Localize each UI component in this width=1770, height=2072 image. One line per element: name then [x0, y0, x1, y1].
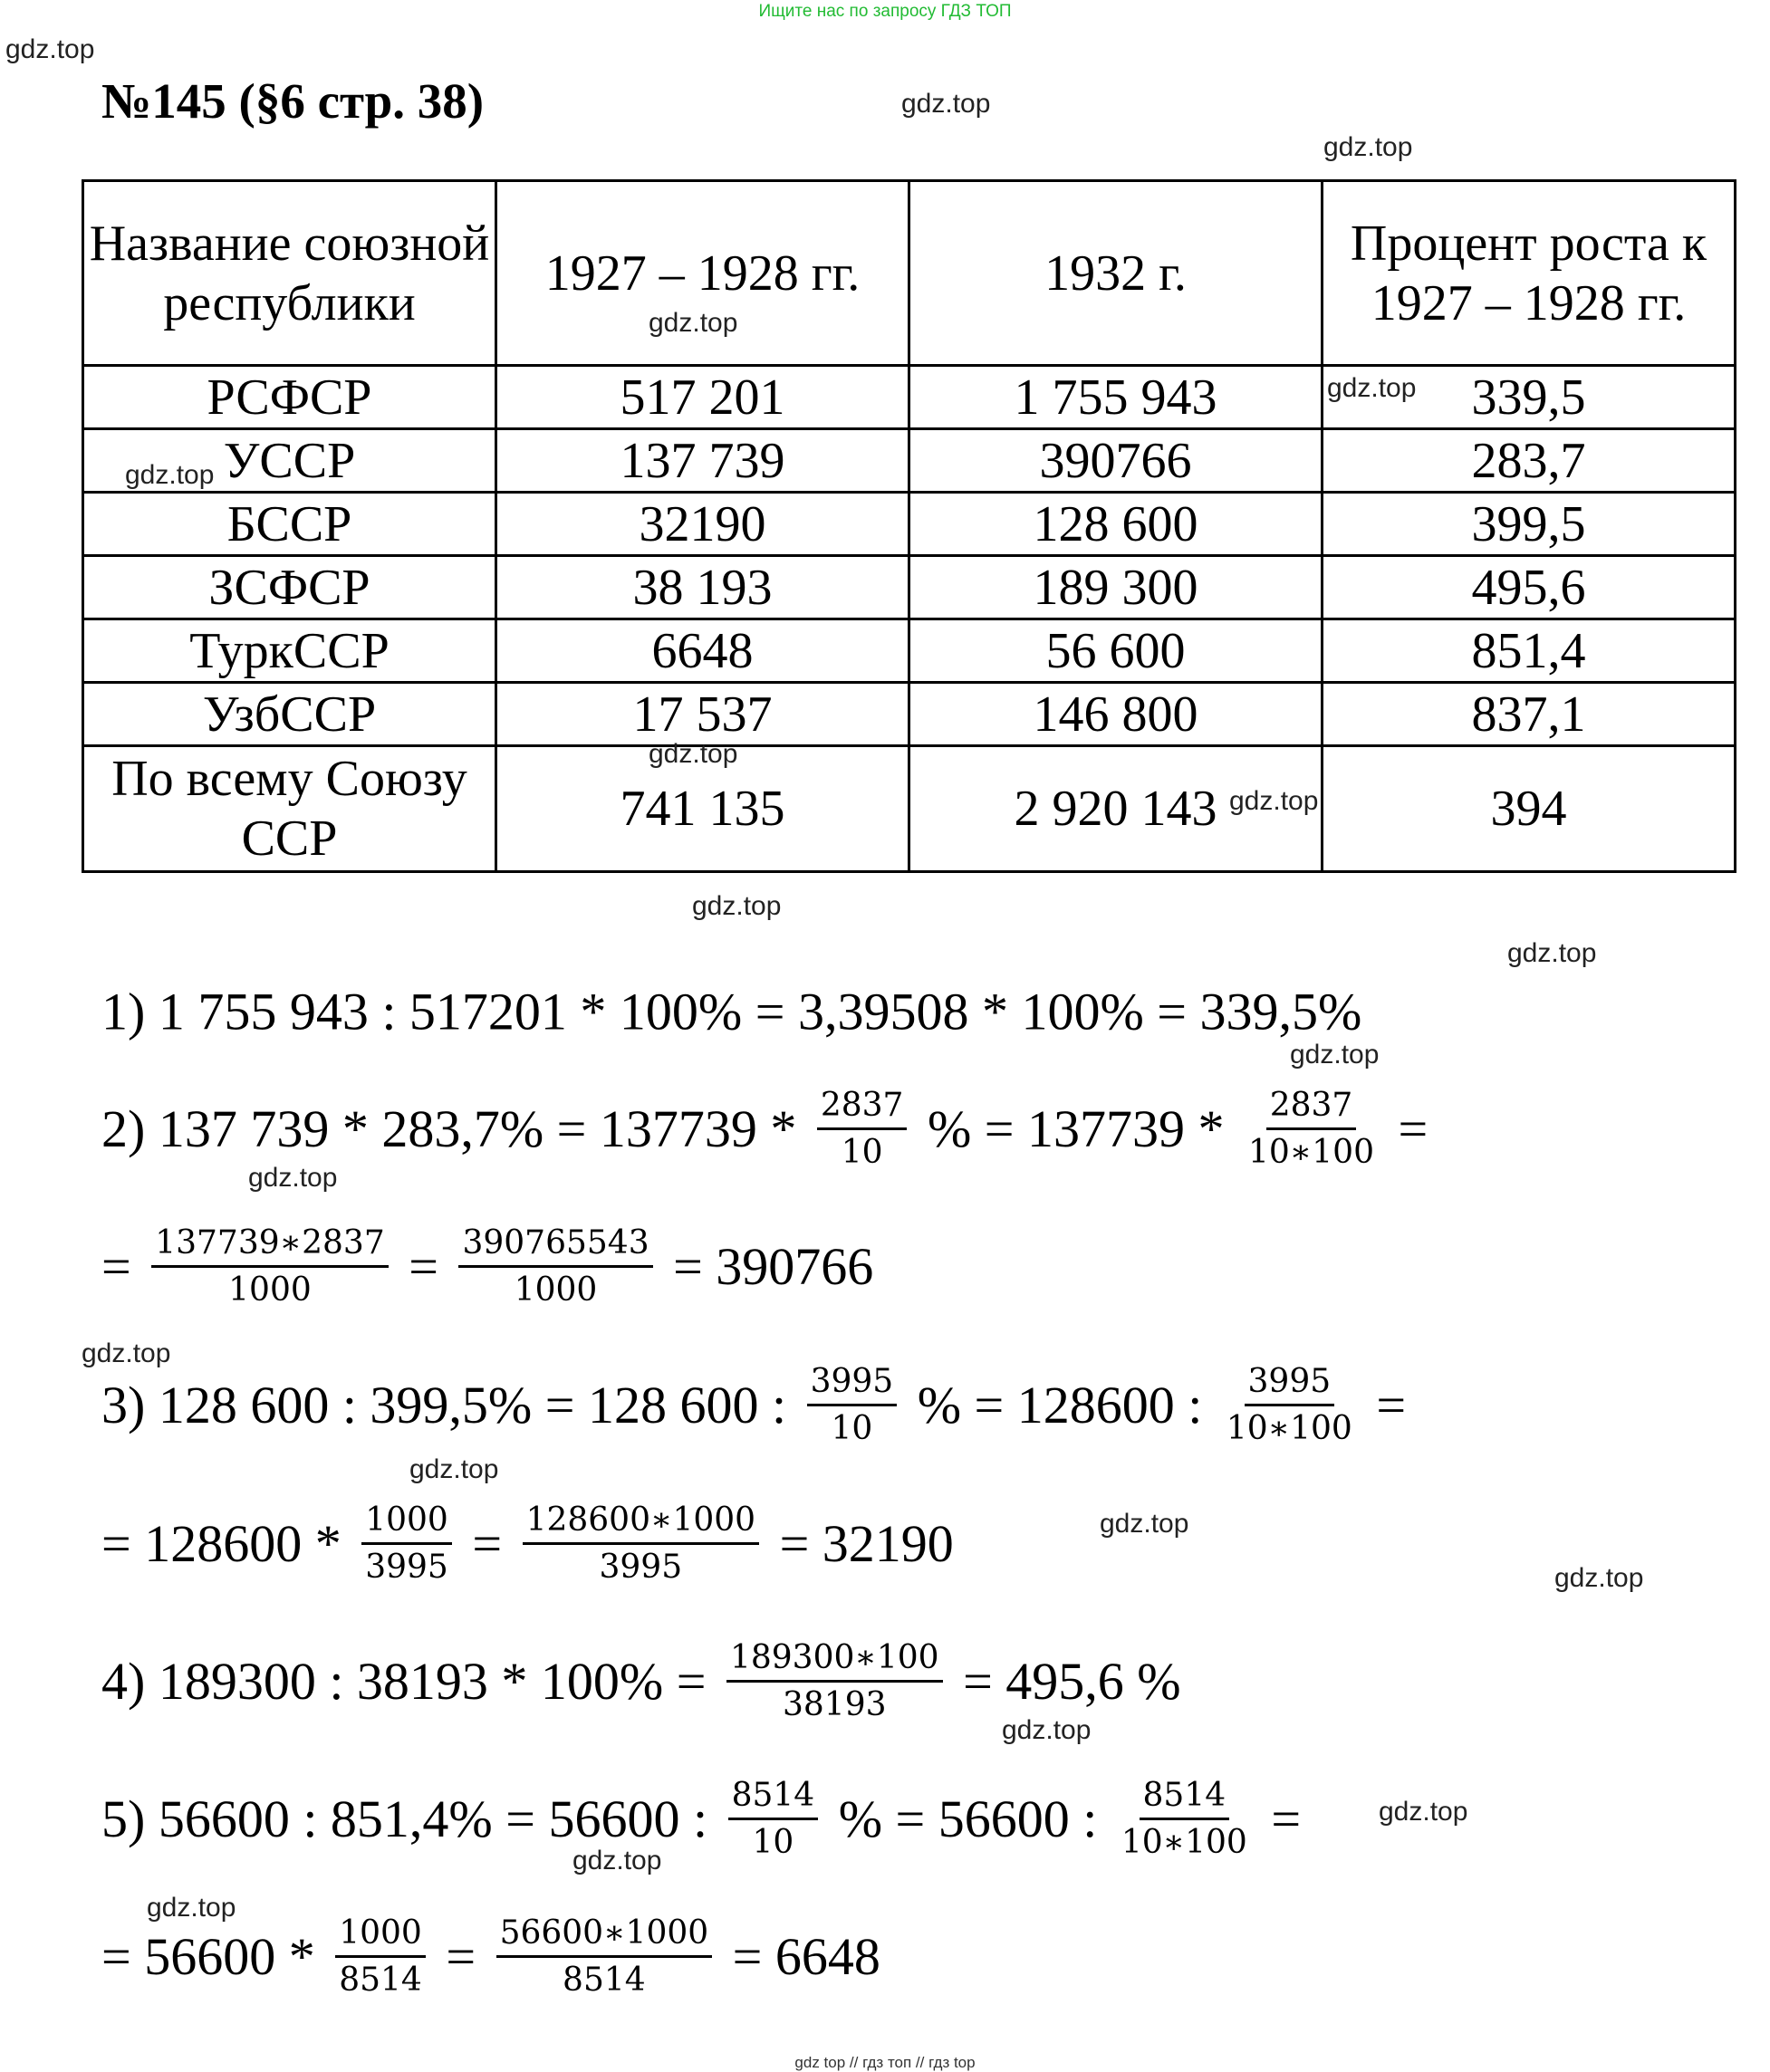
- table-cell: 495,6: [1323, 556, 1736, 619]
- watermark: gdz.top: [1100, 1509, 1189, 1539]
- watermark: gdz.top: [649, 739, 738, 769]
- numerator: 3995: [807, 1363, 898, 1406]
- solution-step-5-cont: [101, 1914, 880, 2000]
- table-row: [83, 619, 1736, 683]
- table-cell: 189 300: [909, 556, 1323, 619]
- watermark: gdz.top: [649, 308, 738, 338]
- solution-step-4: [101, 1639, 1181, 1724]
- step-text: =: [409, 1236, 438, 1296]
- step-text: =: [1376, 1375, 1407, 1434]
- step-text: = 128600 *: [101, 1513, 341, 1573]
- fraction: [523, 1501, 760, 1587]
- step-text: =: [1271, 1789, 1302, 1848]
- top-banner: Ищите нас по запросу ГДЗ ТОП: [758, 2, 1012, 21]
- step-text: = 495,6 %: [963, 1651, 1181, 1711]
- step-text: = 32190: [779, 1513, 954, 1573]
- step-text: 2) 137 739 * 283,7% = 137739 *: [101, 1098, 797, 1158]
- table-cell: БССР: [83, 493, 496, 556]
- fraction: [496, 1914, 713, 2000]
- watermark: gdz.top: [248, 1163, 338, 1193]
- denominator: 8514: [339, 1962, 422, 2000]
- numerator: 2837: [817, 1087, 908, 1130]
- fraction: [817, 1087, 908, 1172]
- table-cell: УССР: [83, 429, 496, 493]
- table-cell: По всему Союзу ССР: [83, 746, 496, 872]
- table-header-cell: Процент роста к 1927 – 1928 гг.: [1323, 181, 1736, 366]
- bottom-banner: gdz top // гдз топ // гдз top: [794, 2054, 976, 2071]
- denominator: 3995: [599, 1549, 683, 1587]
- numerator: 1000: [361, 1501, 452, 1545]
- table-cell: 56 600: [909, 619, 1323, 683]
- watermark: gdz.top: [1379, 1797, 1468, 1827]
- denominator: 1000: [228, 1271, 312, 1309]
- watermark: gdz.top: [692, 891, 782, 921]
- fraction: [728, 1777, 819, 1862]
- step-text: = 390766: [673, 1236, 874, 1296]
- numerator: 1000: [335, 1914, 426, 1958]
- table-row: [83, 366, 1736, 429]
- watermark: gdz.top: [1327, 373, 1417, 403]
- denominator: 3995: [365, 1549, 448, 1587]
- watermark: gdz.top: [409, 1454, 499, 1484]
- step-text: = 6648: [732, 1926, 880, 1986]
- watermark: gdz.top: [1507, 938, 1597, 968]
- table-cell: 837,1: [1323, 683, 1736, 746]
- step-text: % = 128600 :: [917, 1375, 1203, 1434]
- table-cell: 741 135: [496, 746, 909, 872]
- table-cell: 399,5: [1323, 493, 1736, 556]
- step-text: = 56600 *: [101, 1926, 315, 1986]
- table-cell: 32190: [496, 493, 909, 556]
- table-header-cell: 1932 г.: [909, 181, 1323, 366]
- denominator: 10: [831, 1410, 873, 1448]
- fraction: [807, 1363, 898, 1448]
- page-title: №145 (§6 стр. 38): [101, 73, 485, 129]
- table-cell: 146 800: [909, 683, 1323, 746]
- watermark: gdz.top: [5, 34, 95, 64]
- solution-step-5: [101, 1777, 1301, 1862]
- numerator: 56600∗1000: [496, 1914, 713, 1958]
- numerator: 2837: [1266, 1087, 1357, 1130]
- table-cell: 339,5: [1323, 366, 1736, 429]
- fraction: [458, 1224, 652, 1309]
- denominator: 10∗100: [1248, 1134, 1374, 1172]
- step-text: 5) 56600 : 851,4% = 56600 :: [101, 1789, 708, 1848]
- table-row: [83, 429, 1736, 493]
- step-text: =: [446, 1926, 476, 1986]
- watermark: gdz.top: [1290, 1040, 1380, 1070]
- table-cell: 851,4: [1323, 619, 1736, 683]
- numerator: 8514: [728, 1777, 819, 1820]
- denominator: 1000: [514, 1271, 598, 1309]
- step-text: 3) 128 600 : 399,5% = 128 600 :: [101, 1375, 787, 1434]
- step-text: =: [1398, 1098, 1429, 1158]
- watermark: gdz.top: [1554, 1563, 1644, 1593]
- table-cell: ТуркССР: [83, 619, 496, 683]
- table-cell: 128 600: [909, 493, 1323, 556]
- numerator: 137739∗2837: [151, 1224, 389, 1268]
- table-cell: 517 201: [496, 366, 909, 429]
- table-cell: 390766: [909, 429, 1323, 493]
- denominator: 10: [752, 1824, 794, 1862]
- denominator: 10: [841, 1134, 883, 1172]
- step-text: =: [472, 1513, 503, 1573]
- step-text: 4) 189300 : 38193 * 100% =: [101, 1651, 707, 1711]
- table-row: [83, 556, 1736, 619]
- watermark: gdz.top: [147, 1893, 236, 1923]
- numerator: 8514: [1140, 1777, 1230, 1820]
- growth-table: [82, 179, 1736, 873]
- solution-step-2-cont: [101, 1224, 873, 1309]
- watermark: gdz.top: [82, 1338, 171, 1368]
- table-cell: РСФСР: [83, 366, 496, 429]
- watermark: gdz.top: [901, 89, 991, 119]
- table-cell: ЗСФСР: [83, 556, 496, 619]
- denominator: 8514: [563, 1962, 646, 2000]
- fraction: [1245, 1087, 1378, 1172]
- fraction: [726, 1639, 943, 1724]
- watermark: gdz.top: [572, 1846, 662, 1875]
- fraction: [1118, 1777, 1251, 1862]
- fraction: [1223, 1363, 1356, 1448]
- table-cell: 2 920 143: [909, 746, 1323, 872]
- table-header-row: [83, 181, 1736, 366]
- step-text: 1) 1 755 943 : 517201 * 100% = 3,39508 * 100% = 339,5%: [101, 982, 1362, 1041]
- denominator: 10∗100: [1226, 1410, 1352, 1448]
- solution-step-2: [101, 1087, 1428, 1172]
- numerator: 128600∗1000: [523, 1501, 760, 1545]
- table-cell: 137 739: [496, 429, 909, 493]
- solution-step-3-cont: [101, 1501, 954, 1587]
- step-text: % = 56600 :: [838, 1789, 1098, 1848]
- table-total-row: [83, 746, 1736, 872]
- denominator: 38193: [782, 1686, 887, 1724]
- table-cell: 394: [1323, 746, 1736, 872]
- watermark: gdz.top: [1323, 132, 1413, 162]
- denominator: 10∗100: [1121, 1824, 1247, 1862]
- table-cell: 1 755 943: [909, 366, 1323, 429]
- fraction: [151, 1224, 389, 1309]
- numerator: 189300∗100: [726, 1639, 943, 1683]
- numerator: 390765543: [458, 1224, 652, 1268]
- step-text: % = 137739 *: [927, 1098, 1225, 1158]
- table-cell: 283,7: [1323, 429, 1736, 493]
- table-cell: 6648: [496, 619, 909, 683]
- watermark: gdz.top: [1229, 786, 1319, 816]
- fraction: [335, 1914, 426, 2000]
- watermark: gdz.top: [125, 460, 215, 490]
- table-cell: 38 193: [496, 556, 909, 619]
- table-row: [83, 683, 1736, 746]
- table-row: [83, 493, 1736, 556]
- numerator: 3995: [1245, 1363, 1335, 1406]
- fraction: [361, 1501, 452, 1587]
- table-header-cell: 1927 – 1928 гг.: [496, 181, 909, 366]
- solution-step-1: [101, 981, 1361, 1039]
- step-text: =: [101, 1236, 131, 1296]
- table-cell: 17 537: [496, 683, 909, 746]
- watermark: gdz.top: [1002, 1715, 1092, 1745]
- table-cell: УзбССР: [83, 683, 496, 746]
- solution-step-3: [101, 1363, 1406, 1448]
- table-header-cell: Название союзной республики: [83, 181, 496, 366]
